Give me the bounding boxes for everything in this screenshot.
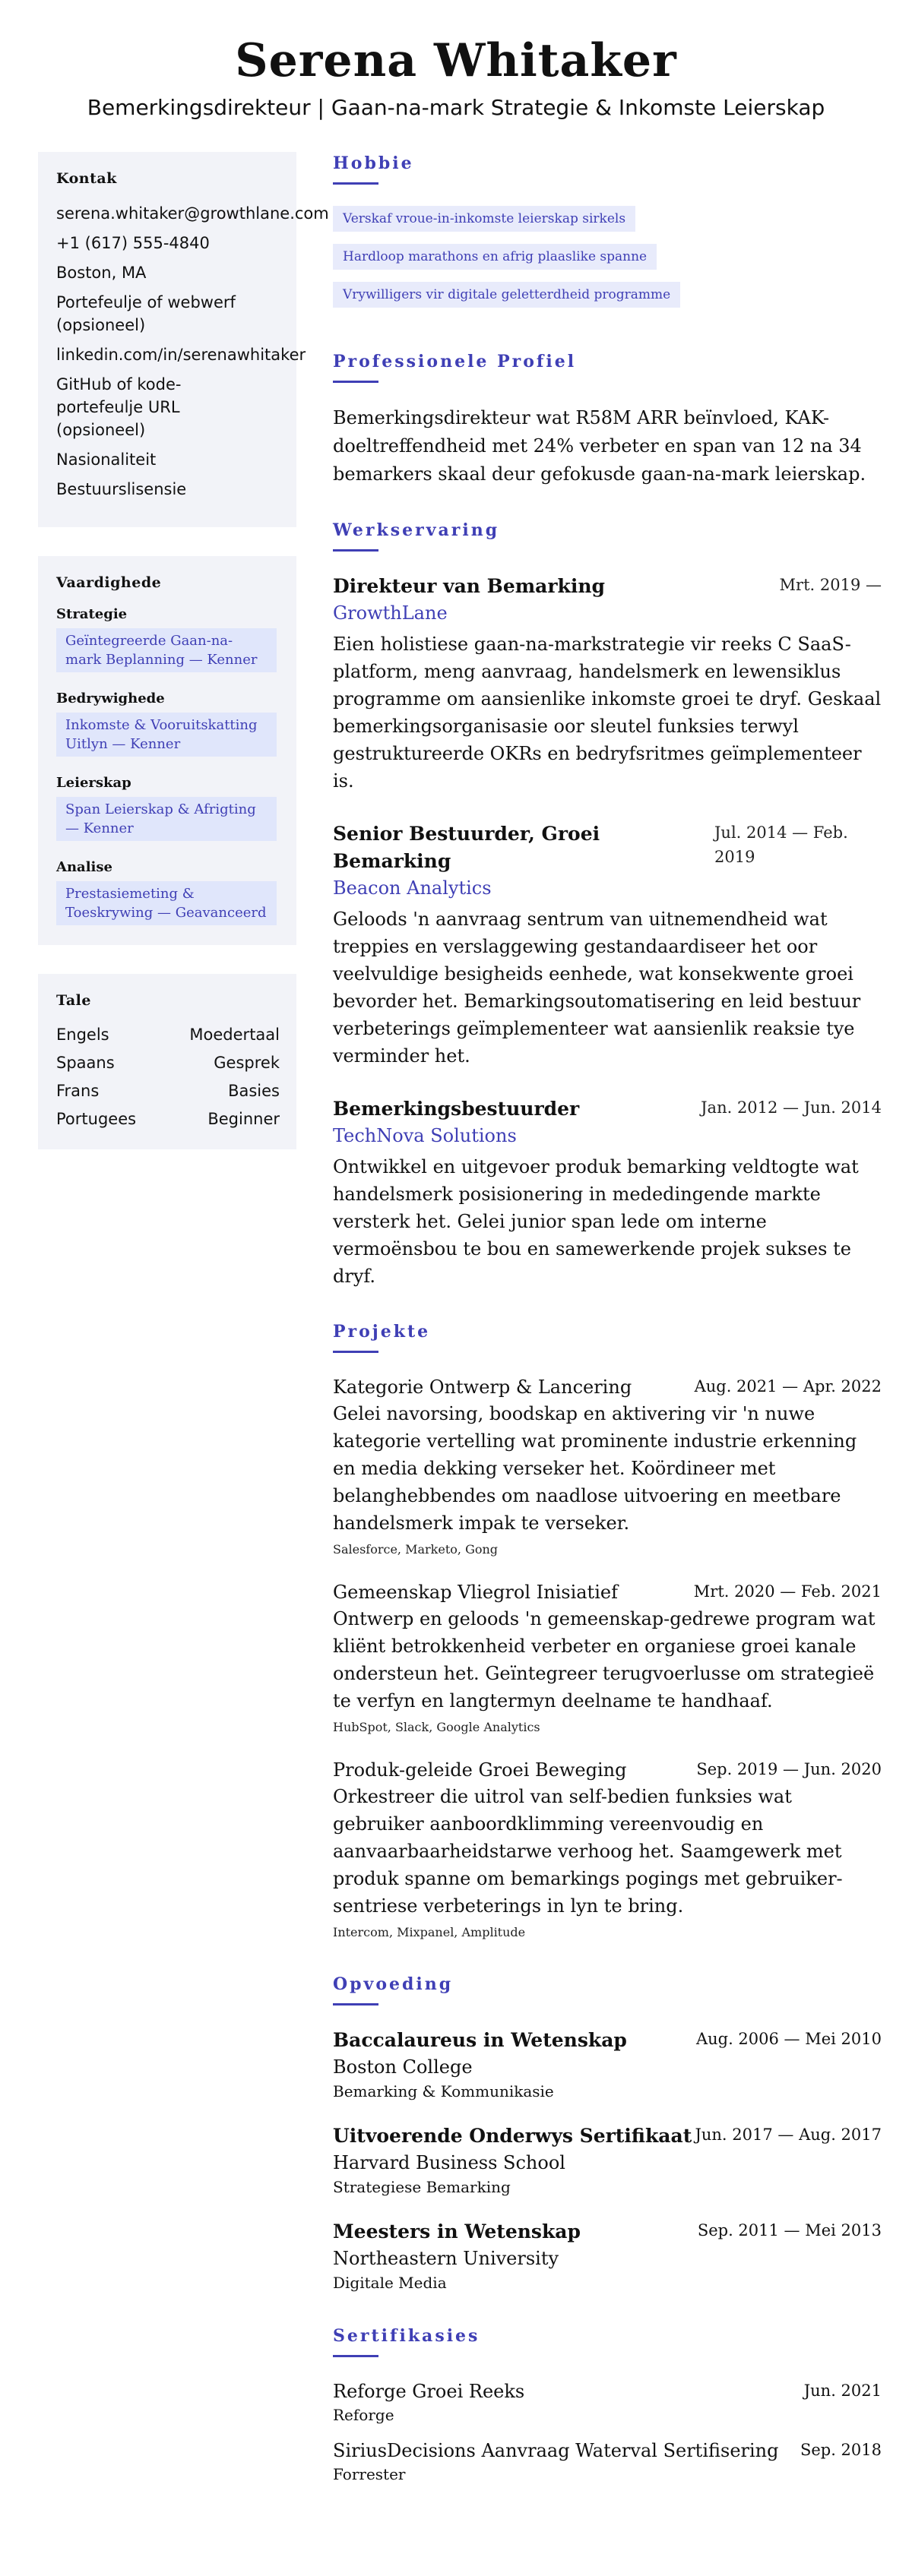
education-school: Harvard Business School — [333, 2152, 565, 2173]
skill-tag: Prestasiemeting & Toeskrywing — Geavanceerd — [56, 881, 277, 925]
job-title: Bemerkingsbestuurder — [333, 1098, 580, 1120]
contact-github[interactable]: GitHub of kode-portefeulje URL (opsioneel) — [56, 375, 182, 439]
education-section — [333, 1973, 882, 2294]
education-field: Strategiese Bemarking — [333, 2178, 511, 2196]
job-date: Jan. 2012 — Jun. 2014 — [701, 1098, 882, 1117]
certification-date: Jun. 2021 — [803, 2382, 882, 2400]
profile-title: Professionele Profiel — [333, 352, 577, 371]
job-description: Geloods 'n aanvraag sentrum van uitnemendheid wat treppies en verslaggewing gestandaardiseer het oor veelvuldige besigheids eenhede, wat konsekwente groei bevorder het. Bemarkingsoutomatisering en leid bestuur verbeterings geïmplementeer wat aansienlik reaksie tye verminder het. — [333, 909, 861, 1067]
skills-card — [38, 556, 296, 945]
education-field: Bemarking & Kommunikasie — [333, 2082, 554, 2100]
resume-header — [0, 0, 912, 122]
project-date: Sep. 2019 — Jun. 2020 — [696, 1760, 882, 1778]
hobbies-section — [333, 152, 882, 320]
project-title: Gemeenskap Vliegrol Inisiatief — [333, 1582, 618, 1603]
certification-entry — [333, 2378, 882, 2426]
experience-section — [333, 519, 882, 1290]
project-description: Gelei navorsing, boodskap en aktivering vir 'n nuwe kategorie vertelling wat prominente industrie erkenning en media dekking verseker het. Koördineer met belanghebbendes om naadlose uitvoering en meetbare handelsmerk impak te verseker. — [333, 1403, 857, 1534]
sidebar — [38, 152, 329, 1178]
language-name: Spaans — [56, 1054, 115, 1072]
hobby-tag: Verskaf vroue-in-inkomste leierskap sirkels — [333, 206, 635, 232]
skill-group — [56, 775, 280, 841]
project-entry — [333, 1757, 882, 1942]
projects-section — [333, 1320, 882, 1942]
section-divider — [333, 549, 378, 552]
section-divider — [333, 381, 378, 383]
education-degree: Uitvoerende Onderwys Sertifikaat — [333, 2125, 692, 2147]
section-divider — [333, 182, 378, 185]
project-tools: Intercom, Mixpanel, Amplitude — [333, 1925, 526, 1939]
skill-group — [56, 691, 280, 757]
contact-location: Boston, MA — [56, 264, 147, 282]
skill-tag: Span Leierskap & Afrigting — Kenner — [56, 797, 277, 841]
main-content — [333, 152, 882, 2515]
hobby-tag: Vrywilligers vir digitale geletterdheid programme — [333, 282, 680, 308]
certification-issuer: Reforge — [333, 2406, 394, 2424]
job-date: Jul. 2014 — Feb. 2019 — [714, 823, 848, 866]
hobby-tag: Hardloop marathons en afrig plaaslike spanne — [333, 244, 657, 270]
language-name: Frans — [56, 1082, 100, 1100]
education-school: Northeastern University — [333, 2248, 559, 2269]
contact-phone[interactable]: +1 (617) 555-4840 — [56, 234, 210, 252]
contact-title: Kontak — [56, 170, 117, 187]
profile-summary: Bemerkingsdirekteur wat R58M ARR beïnvloed, KAK-doeltreffendheid met 24% verbeter en span van 12 na 34 bemarkers skaal deur gefokusde gaan-na-mark leierskap. — [333, 407, 866, 485]
language-row — [56, 1024, 280, 1045]
certifications-title: Sertifikasies — [333, 2326, 480, 2346]
certification-name: SiriusDecisions Aanvraag Waterval Sertifisering — [333, 2440, 779, 2461]
job-title: Senior Bestuurder, Groei Bemarking — [333, 823, 600, 872]
project-date: Mrt. 2020 — Feb. 2021 — [693, 1582, 882, 1601]
project-title: Produk-geleide Groei Beweging — [333, 1759, 627, 1781]
education-title: Opvoeding — [333, 1974, 454, 1994]
contact-email[interactable]: serena.whitaker@growthlane.com — [56, 204, 329, 223]
contact-nationality: Nasionaliteit — [56, 450, 157, 469]
language-row — [56, 1052, 280, 1073]
profile-section — [333, 350, 882, 488]
contact-card — [38, 152, 329, 527]
job-entry — [333, 573, 882, 795]
section-divider — [333, 2355, 378, 2357]
project-tools: HubSpot, Slack, Google Analytics — [333, 1720, 540, 1734]
skills-title: Vaardighede — [56, 574, 162, 591]
job-entry — [333, 1095, 882, 1290]
job-company: TechNova Solutions — [333, 1125, 517, 1146]
education-school: Boston College — [333, 2056, 473, 2078]
contact-portfolio[interactable]: Portefeulje of webwerf (opsioneel) — [56, 293, 236, 334]
skill-group-name: Strategie — [56, 606, 128, 622]
candidate-headline: Bemerkingsdirekteur | Gaan-na-mark Strategie & Inkomste Leierskap — [87, 95, 825, 120]
language-row — [56, 1080, 280, 1102]
job-company: GrowthLane — [333, 602, 448, 624]
language-level: Basies — [228, 1082, 280, 1100]
language-level: Moedertaal — [189, 1026, 280, 1044]
job-description: Ontwikkel en uitgevoer produk bemarking veldtogte wat handelsmerk posisionering in mededingende markte versterk het. Gelei junior span lede om interne vermoënsbou te bou en samewerkende projek sukses te dryf. — [333, 1156, 859, 1287]
education-entry — [333, 2027, 882, 2103]
job-company: Beacon Analytics — [333, 877, 492, 899]
education-field: Digitale Media — [333, 2274, 447, 2292]
project-description: Ontwerp en geloods 'n gemeenskap-gedrewe program wat kliënt betrokkenheid verbeter en organiese groei kanale ondersteun het. Geïntegreer terugvoerlusse om strategieë te verfyn en langtermyn deelname te handhaaf. — [333, 1608, 876, 1712]
contact-license: Bestuurslisensie — [56, 480, 187, 498]
contact-linkedin[interactable]: linkedin.com/in/serenawhitaker — [56, 346, 306, 364]
project-date: Aug. 2021 — Apr. 2022 — [694, 1377, 882, 1395]
skill-group — [56, 606, 280, 672]
job-description: Eien holistiese gaan-na-markstrategie vir reeks C SaaS-platform, meng aanvraag, handelsmerk en lewensiklus programme om aansienlike inkomste groei te dryf. Geskaal bemerkingsorganisasie oor sleutel funksies terwyl gestruktureerde OKRs en bedryfsritmes geïmplementeer is. — [333, 634, 882, 792]
education-entry — [333, 2218, 882, 2294]
language-name: Engels — [56, 1026, 109, 1044]
education-date: Aug. 2006 — Mei 2010 — [695, 2030, 882, 2048]
section-divider — [333, 2003, 378, 2005]
languages-card — [38, 974, 296, 1149]
education-degree: Meesters in Wetenskap — [333, 2220, 581, 2243]
project-tools: Salesforce, Marketo, Gong — [333, 1542, 499, 1557]
hobbies-title: Hobbie — [333, 153, 414, 173]
certification-date: Sep. 2018 — [800, 2441, 882, 2459]
certification-name: Reforge Groei Reeks — [333, 2381, 525, 2402]
hobby-list — [333, 206, 882, 320]
language-level: Beginner — [207, 1110, 280, 1128]
job-title: Direkteur van Bemarking — [333, 575, 606, 597]
skill-group-name: Analise — [56, 859, 112, 875]
candidate-name: Serena Whitaker — [235, 34, 677, 87]
project-entry — [333, 1579, 882, 1737]
certifications-section — [333, 2325, 882, 2485]
skill-tag: Geïntegreerde Gaan-na-mark Beplanning — Kenner — [56, 628, 277, 672]
job-entry — [333, 820, 882, 1070]
project-title: Kategorie Ontwerp & Lancering — [333, 1377, 632, 1398]
education-date: Sep. 2011 — Mei 2013 — [697, 2221, 882, 2239]
section-divider — [333, 1351, 378, 1353]
certification-entry — [333, 2438, 882, 2485]
education-entry — [333, 2122, 882, 2198]
language-row — [56, 1108, 280, 1130]
experience-title: Werkservaring — [333, 520, 500, 540]
education-degree: Baccalaureus in Wetenskap — [333, 2029, 627, 2051]
language-name: Portugees — [56, 1110, 137, 1128]
languages-title: Tale — [56, 992, 91, 1009]
education-date: Jun. 2017 — Aug. 2017 — [695, 2126, 882, 2144]
project-entry — [333, 1374, 882, 1560]
job-date: Mrt. 2019 — — [779, 576, 882, 594]
certification-issuer: Forrester — [333, 2465, 406, 2483]
skill-tag: Inkomste & Vooruitskatting Uitlyn — Kenner — [56, 713, 277, 757]
projects-title: Projekte — [333, 1322, 431, 1342]
skill-group-name: Leierskap — [56, 775, 131, 791]
project-description: Orkestreer die uitrol van self-bedien funksies wat gebruiker aanboordklimming vereenvoudig en aanvaarbaarheidstarwe verhoog het. Saamgewerk met produk spanne om bemarkings pogings met gebruiker-sentriese verbeterings in lyn te bring. — [333, 1786, 843, 1917]
language-level: Gesprek — [214, 1054, 280, 1072]
skill-group — [56, 859, 280, 925]
skill-group-name: Bedrywighede — [56, 691, 165, 706]
